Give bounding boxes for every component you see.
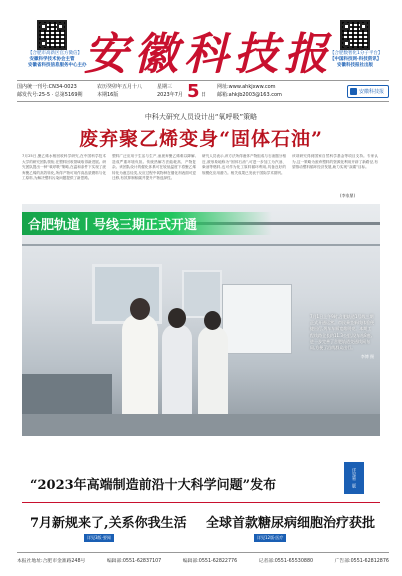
main-photo (22, 204, 380, 436)
issue-day-suffix: 日 (201, 92, 207, 98)
app-icon (350, 88, 357, 95)
right-qr-line2: 安徽科技报社出版 (337, 63, 373, 68)
headline-body-col4: 该项研究得到国家自然科学基金等项目支持。专家认为,这一策略为废弃塑料的资源化利用开辟了新路径,有望推动塑料循环经济发展,助力实现“双碳”目标。 (292, 154, 378, 170)
left-qr-line1: 安徽科学技术协会主管 (29, 57, 75, 62)
left-qr-line2: 安徽省科技信息服务中心主办 (28, 63, 87, 68)
left-qr-caption: 【合肥市高新区官方微信】 (28, 51, 82, 56)
right-qr-line1: 【中国科技网·科技资讯】 (330, 57, 382, 62)
app-badge-label: 安徽科技报 (359, 89, 385, 95)
right-qr-block (330, 20, 383, 69)
footer-news: 记者部:0551-65530880 (258, 559, 314, 564)
science-question-side-label: 详见第二版 (352, 468, 357, 488)
headline-body-col1: 7月25日,聚乙烯水相回收科学研究,在中国科学技术大学的研究团队领衔,在塑料回收领域取得新进展。研究团队提出一种“氧呼吸”策略,在温和条件下实现了废弃聚乙烯的高效转化,所得产物可用作高品质燃料与化工原料,为解决塑料污染问题提供了新思路。 (22, 154, 106, 181)
website[interactable]: 网址:www.ahkjxww.com (217, 84, 276, 90)
weekday: 星期三 (157, 84, 173, 90)
qr-code-right (340, 20, 370, 50)
bottom-left-title: 7月新规来了,关系你我生活 (30, 516, 187, 531)
left-qr-block (28, 20, 87, 69)
headline-body-col3: 研究人员表示,该方法所得液体产物组成与石油馏分相近,被形象地称为“固体石油”,可进一步加工为汽油、柴油等燃料,也可作为化工原料循环利用,具备良好的规模化应用潜力。相关成果已发表于国际学术期刊。 (202, 154, 286, 175)
email[interactable]: 邮箱:ahkjb2003@163.com (217, 92, 282, 98)
post-code: 邮发代号:25-5 · 总第5169期 (17, 92, 83, 98)
headline-author: (李家鼎) (340, 193, 356, 198)
headline-title: 废弃聚乙烯变身“固体石油” (79, 128, 323, 150)
footer-ads: 编辑部:0551-62822776 (182, 559, 238, 564)
footer-dist: 广告部:0551-62812876 (334, 559, 389, 564)
photo-credit: 李博 摄 (360, 354, 374, 360)
page-count: 本期16版 (97, 92, 119, 98)
section-divider (22, 502, 380, 503)
science-question-title: “2023年高端制造前沿十大科学问题”发布 (30, 478, 277, 493)
issue-date: 2023年7月 (157, 92, 183, 98)
photo-caption-text: 7月1日上午9时,合肥轨道1号线三期正式开通运营。市民乘坐新线体验便捷出行,列车车厢宽敞明亮。本期工程线路全长约11.3公里,设车站8座,进一步完善了合肥轨道交通线网布局,方便了沿线群众出行。 (310, 314, 374, 351)
lunar-date: 农历癸卯年五月十八 (97, 84, 143, 90)
bottom-right-tag[interactable]: 详见12版·医疗 (254, 534, 286, 542)
issue-day: 5 (187, 81, 200, 102)
footer-address: 本报社地址:合肥市金寨路248号 (17, 559, 86, 564)
right-qr-caption: 【合肥数智化1分子平台】 (330, 51, 383, 56)
app-badge[interactable] (347, 85, 389, 98)
photo-caption (310, 314, 374, 360)
headline-kicker: 中科大研究人员设计出“氧呼吸”策略 (144, 113, 258, 121)
info-bar (17, 80, 389, 102)
headline-body-col2: 塑料广泛应用于生活与生产,而废弃聚乙烯难以降解,造成严重环境负担。传统热解方法能耗高、产物复杂。该团队设计的催化体系可在较低温度下将聚乙烯转化为液态烃类,反应过程中氧物种在催化剂表面可逆迁移,有效抑制积碳并提升产物选择性。 (112, 154, 196, 181)
footer (17, 552, 389, 566)
photo-banner: 合肥轨道丨号线三期正式开通 (22, 212, 272, 235)
qr-code-left (37, 20, 67, 50)
footer-office: 编辑部:0551-62837107 (106, 559, 162, 564)
masthead: 安徽科技报 (84, 29, 334, 80)
science-question-side (344, 462, 364, 494)
cn-number: 国内统一刊号:CN34-0023 (17, 84, 77, 90)
bottom-left-tag[interactable]: 详见3版·要闻 (84, 534, 114, 542)
bottom-right-title: 全球首款糖尿病细胞治疗获批 (206, 516, 376, 531)
